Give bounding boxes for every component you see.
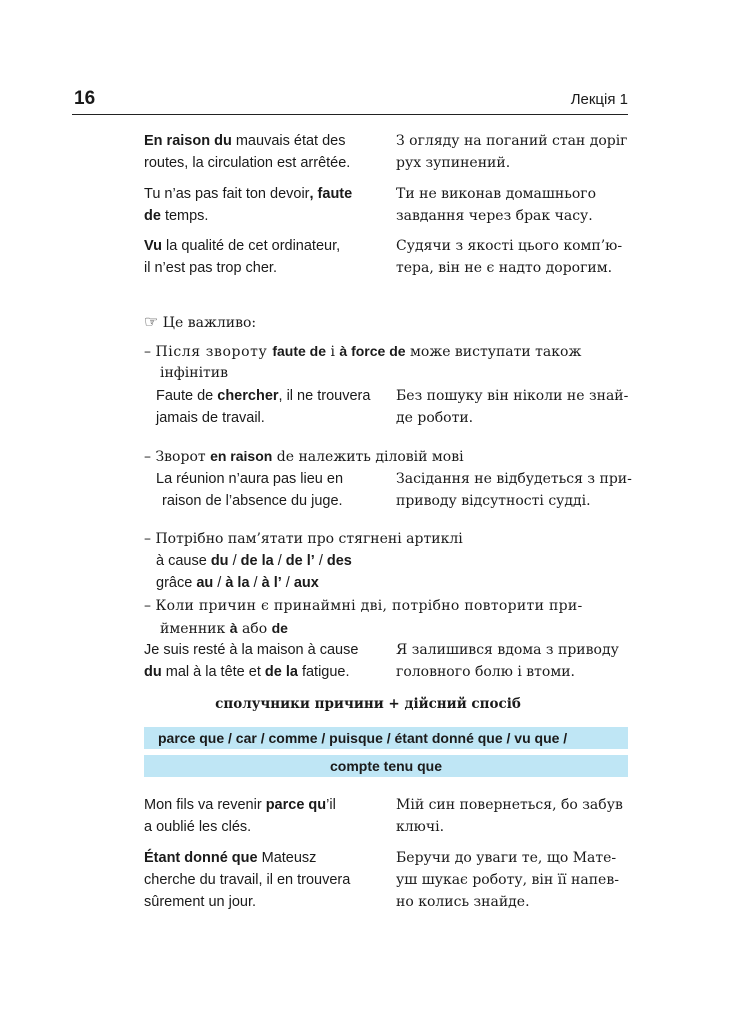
ex5-fr-line1: Étant donné que Mateusz (144, 850, 317, 866)
ex2-fr-line1: Tu n’as pas fait ton devoir, faute (144, 186, 353, 202)
ex4-uk-line1: Мій син повернеться, бо забув (396, 797, 623, 813)
ex4-fr-line2: a oublié les clés. (144, 819, 252, 835)
pointing-hand-icon: ☞ (144, 312, 159, 331)
note3-articles-line2: grâce au / à la / à l’ / aux (156, 575, 319, 591)
note4-uk-line2: головного болю і втоми. (396, 664, 575, 680)
important-note-heading: ☞ Це важливо: (144, 312, 257, 331)
ex5-fr-line2: cherche du travail, il en trouvera (144, 872, 351, 888)
ex1-uk-line1: З огляду на поганий стан доріг (396, 133, 628, 149)
note1-fr-line2: jamais de travail. (156, 410, 265, 426)
note1-line2: інфінітив (160, 365, 229, 381)
ex1-uk-line2: рух зупинений. (396, 155, 511, 171)
header-rule (72, 114, 628, 115)
note2-line1: – Зворот en raison de належить діловій мові (144, 448, 464, 465)
note1-uk-line2: де роботи. (396, 410, 474, 426)
ex4-uk-line2: ключі. (396, 819, 445, 835)
note1-line1: – Після звороту faute de і à force de може виступати також (144, 343, 582, 360)
note4-fr-line1: Je suis resté à la maison à cause (144, 642, 359, 658)
note1-fr-line1: Faute de chercher, il ne trouvera (156, 388, 371, 404)
note4-line2: йменник à або de (160, 620, 288, 637)
note4-uk-line1: Я залишився вдома з приводу (396, 642, 619, 658)
running-header-title: Лекція 1 (570, 91, 628, 108)
section-heading: сполучники причини + дійсний спосіб (215, 696, 521, 712)
note4-fr-line2: du mal à la tête et de la fatigue. (144, 664, 350, 680)
ex5-fr-line3: sûrement un jour. (144, 894, 257, 910)
ex5-uk-line3: но колись знайде. (396, 894, 530, 910)
page-number: 16 (74, 88, 96, 109)
ex3-fr-line1: Vu la qualité de cet ordinateur, (144, 238, 341, 254)
note2-uk-line1: Засідання не відбудеться з при- (396, 471, 632, 487)
ex3-uk-line1: Судячи з якості цього комп’ю- (396, 238, 623, 254)
ex4-fr-line1: Mon fils va revenir parce qu’il (144, 797, 336, 813)
ex2-fr-line2: de temps. (144, 208, 209, 224)
ex5-uk-line2: уш шукає роботу, він її напев- (396, 872, 619, 888)
ex3-fr-line2: il n’est pas trop cher. (144, 260, 277, 276)
note3-line1: – Потрібно пам’ятати про стягнені артиклі (144, 531, 463, 547)
conjunctions-bar-1: parce que / car / comme / puisque / étant donné que / vu que / (144, 727, 628, 749)
ex2-uk-line1: Ти не виконав домашнього (396, 186, 597, 202)
note2-fr-line1: La réunion n’aura pas lieu en (156, 471, 344, 487)
ex5-uk-line1: Беручи до уваги те, що Мате- (396, 850, 617, 866)
ex3-uk-line2: тера, він не є надто дорогим. (396, 260, 613, 276)
note4-line1: – Коли причин є принаймні дві, потрібно повторити при- (144, 598, 583, 614)
note3-articles-line1: à cause du / de la / de l’ / des (156, 553, 352, 569)
conjunctions-bar-2: compte tenu que (144, 755, 628, 777)
note2-fr-line2: raison de l’absence du juge. (162, 493, 343, 509)
ex1-fr-line1: En raison du mauvais état des (144, 133, 346, 149)
ex1-fr-line2: routes, la circulation est arrêtée. (144, 155, 351, 171)
ex2-uk-line2: завдання через брак часу. (396, 208, 593, 224)
note1-uk-line1: Без пошуку він ніколи не знай- (396, 388, 629, 404)
note2-uk-line2: приводу відсутності судді. (396, 493, 591, 509)
